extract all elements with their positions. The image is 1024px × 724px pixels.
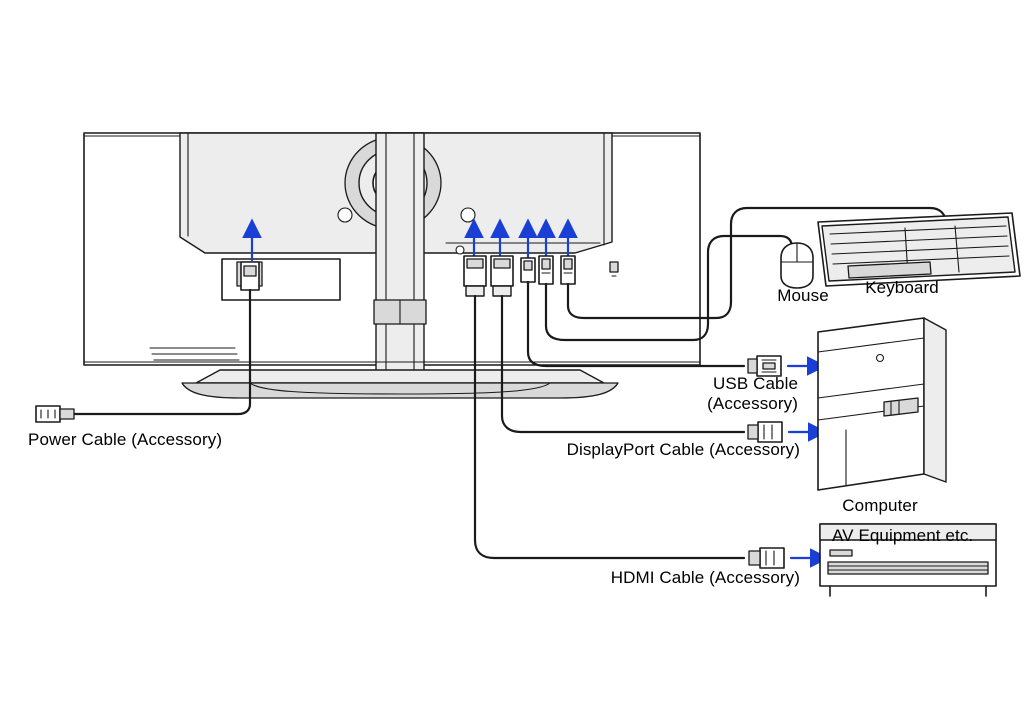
label-av-equipment: AV Equipment etc. <box>832 526 974 545</box>
label-mouse: Mouse <box>777 286 829 305</box>
dp-plug-monitor <box>491 256 513 296</box>
hdmi-plug-av <box>749 548 784 568</box>
usb-plug-mouse <box>539 256 553 284</box>
label-usb-cable-accessory: (Accessory) <box>707 394 798 413</box>
power-plug-monitor <box>241 262 259 290</box>
label-power-cable: Power Cable (Accessory) <box>28 430 223 449</box>
label-keyboard: Keyboard <box>865 278 939 297</box>
usb-plug-computer <box>748 356 781 376</box>
monitor-illustration <box>84 133 700 398</box>
mouse-illustration <box>781 243 813 288</box>
usb-plug-keyboard <box>561 256 575 284</box>
keyboard-illustration <box>818 213 1020 286</box>
label-usb-cable: USB Cable <box>713 374 798 393</box>
computer-illustration <box>818 318 946 490</box>
label-hdmi-cable: HDMI Cable (Accessory) <box>610 568 800 587</box>
dp-plug-computer <box>748 422 782 442</box>
hdmi-plug-monitor <box>464 256 486 296</box>
label-displayport-cable: DisplayPort Cable (Accessory) <box>566 440 800 459</box>
usb-plug-monitor <box>521 258 535 282</box>
monitor-ac-inlet <box>222 259 340 300</box>
label-computer: Computer <box>842 496 918 515</box>
